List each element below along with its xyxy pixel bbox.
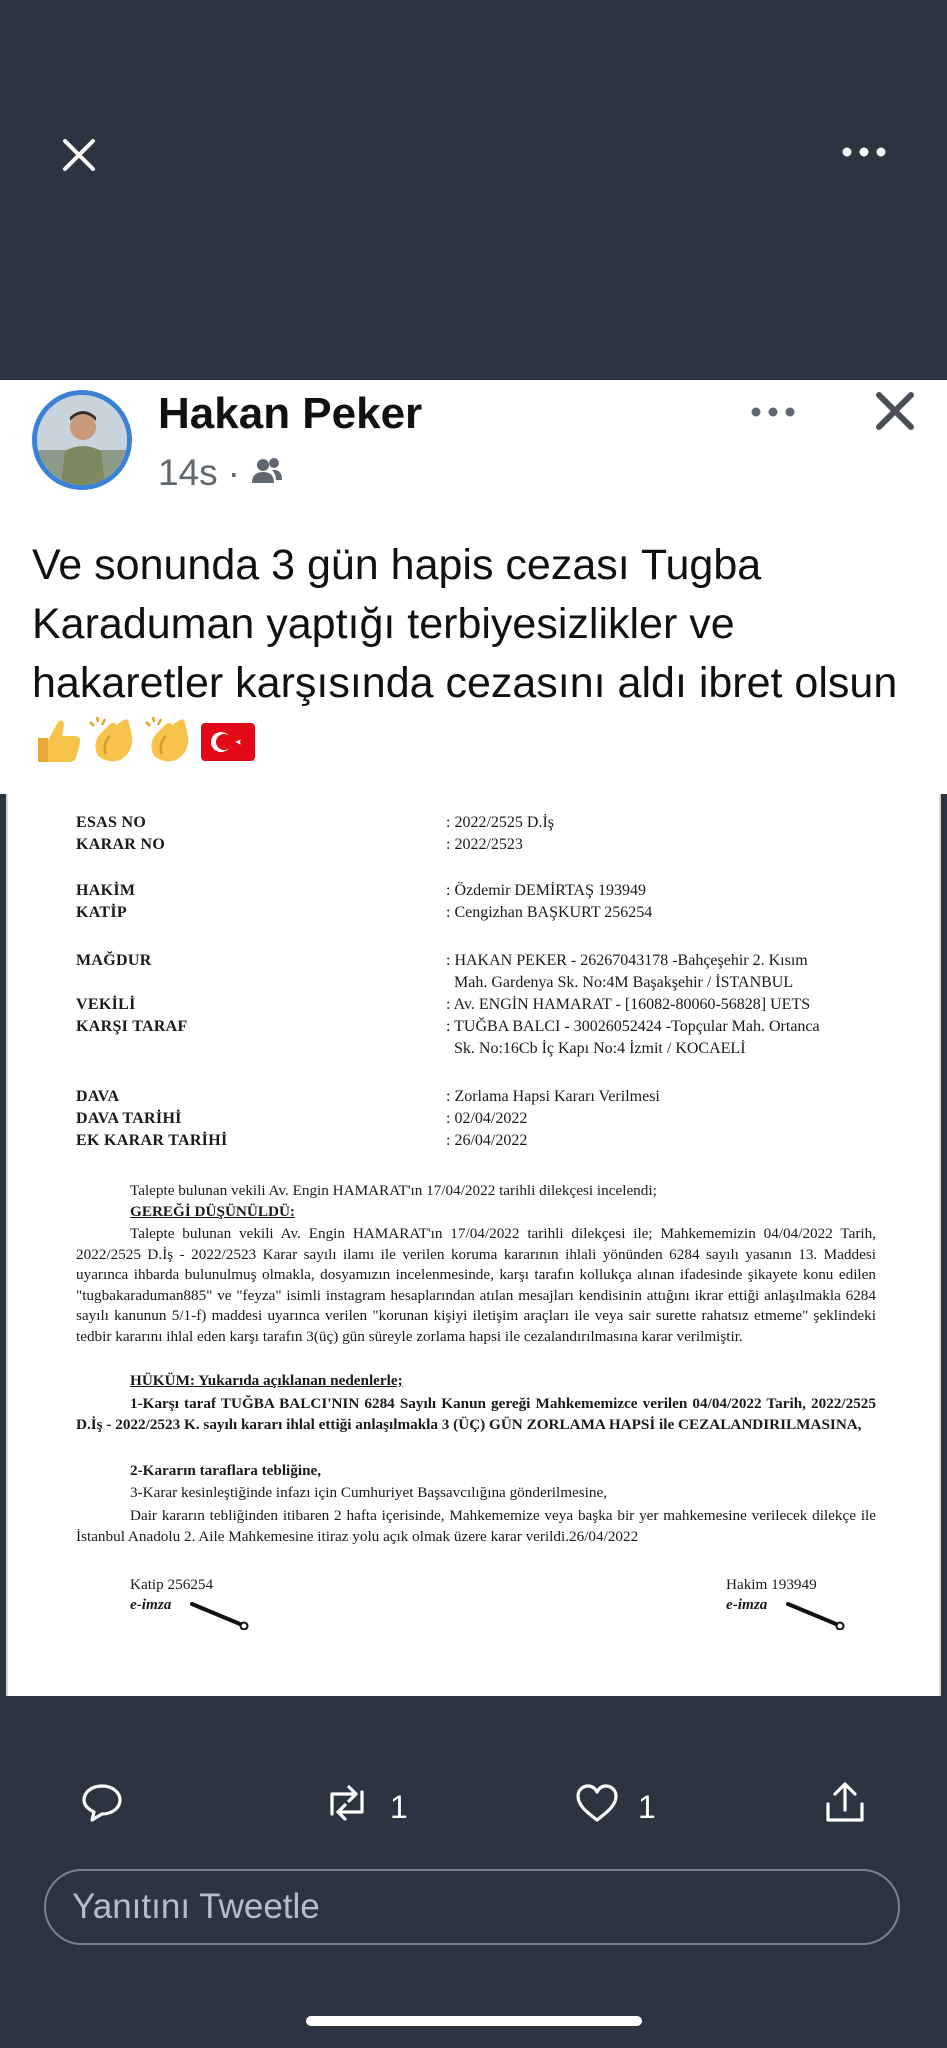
thumbs-up-emoji (32, 716, 82, 764)
reply-input[interactable] (44, 1869, 900, 1945)
signature-right-eimza: e-imza (726, 1596, 768, 1613)
karsi-taraf-label: KARŞI TARAF (76, 1018, 188, 1035)
author-name[interactable]: Hakan Peker (158, 389, 423, 438)
karar-no-value: : 2022/2523 (446, 836, 523, 853)
magdur-label: MAĞDUR (76, 952, 152, 969)
geregi-heading: GEREĞİ DÜŞÜNÜLDÜ: (130, 1203, 295, 1220)
retweet-button[interactable] (322, 1782, 408, 1832)
comment-icon (80, 1782, 124, 1832)
dava-label: DAVA (76, 1088, 120, 1105)
hukum-item-1: 1-Karşı taraf TUĞBA BALCI'NIN 6284 Sayılı Kanun gereği Mahkememizce verilen 04/04/2022 Tarih, 2022/2525 D.İş - 2022/2523 K. sayılı kararı ihlal ettiği anlaşılmakla 3 (ÜÇ) GÜN ZORLAMA HAPSİ ile CEZALANDIRILMASINA, (76, 1395, 876, 1433)
post-time: 14s (158, 452, 218, 493)
pen-icon (784, 1600, 854, 1630)
reply-placeholder: Yanıtını Tweetle (72, 1887, 320, 1926)
post-body: Ve sonunda 3 gün hapis cezası Tugba Karaduman yaptığı terbiyesizlikler ve hakaretler karşısında cezasını aldı ibret olsun (32, 541, 898, 707)
vekili-label: VEKİLİ (76, 996, 136, 1013)
friends-icon (250, 452, 284, 494)
dava-tarihi-label: DAVA TARİHİ (76, 1110, 182, 1127)
esas-no-label: ESAS NO (76, 814, 147, 831)
katip-label: KATİP (76, 904, 127, 921)
ek-karar-tarihi-label: EK KARAR TARİHİ (76, 1132, 228, 1149)
post-meta (158, 452, 284, 494)
post-close-icon[interactable] (872, 388, 918, 434)
karsi-taraf-value-2: Sk. No:16Cb İç Kapı No:4 İzmit / KOCAELİ (454, 1040, 746, 1057)
share-button[interactable] (822, 1780, 868, 1834)
hukum-item-3: 3-Karar kesinleştiğinde infazı için Cumhuriyet Başsavcılığına gönderilmesine, (130, 1484, 608, 1501)
retweet-count: 1 (390, 1788, 408, 1825)
like-count: 1 (638, 1788, 656, 1825)
more-horizontal-icon[interactable] (839, 140, 889, 164)
clapping-hands-emoji (144, 716, 194, 764)
heart-icon (574, 1782, 620, 1832)
signature-right-label: Hakim 193949 (726, 1576, 817, 1593)
court-document-image[interactable] (6, 794, 941, 1696)
karsi-taraf-value-1: : TUĞBA BALCI - 30026052424 -Topçular Mah. Ortanca (446, 1018, 820, 1035)
reply-button[interactable] (80, 1782, 124, 1832)
signature-left-eimza: e-imza (130, 1596, 172, 1613)
body-paragraph: Talepte bulunan vekili Av. Engin HAMARAT'ın 17/04/2022 tarihli dilekçesi ile; Mahkememizin 04/04/2022 Tarih, 2022/2525 D.İş - 2022/2523 Karar sayılı ilamı ile verilen koruma kararının ihlali yönünden 6284 sayılı yasanın 13. Maddesi uyarınca ihbarda bulunulmuş olmakla, dosyamızın incelenmesinde, karşı tarafın kollukça alınan ifadesinde şikayete konu edilen "tugbakaraduman885" ve "feyza" isimli instagram hesaplarından atılan mesajları kendisinin attığını ikrar ettiği anlaşılmakla 6284 sayılı kanunun 5/1-f) maddesi uyarınca verilen "korunan kişiyi iletişim araçları ile veya sair surette rahatsız etmeme" şeklindeki tedbir kararını ihlal eden karşı tarafın 3(üç) gün süreyle zorlama hapsi ile cezalandırılmasına karar verilmiştir. (76, 1225, 876, 1345)
talep-intro: Talepte bulunan vekili Av. Engin HAMARAT'ın 17/04/2022 tarihli dilekçesi incelendi; (130, 1182, 657, 1199)
pen-icon (188, 1600, 258, 1630)
post-options-icon[interactable] (748, 400, 798, 424)
katip-value: : Cengizhan BAŞKURT 256254 (446, 904, 653, 921)
viewer-header (0, 0, 947, 380)
dava-value: : Zorlama Hapsi Kararı Verilmesi (446, 1088, 660, 1105)
like-button[interactable] (574, 1782, 656, 1832)
magdur-value-1: : HAKAN PEKER - 26267043178 -Bahçeşehir 2. Kısım (446, 952, 808, 969)
share-icon (822, 1780, 868, 1834)
hukum-item-2: 2-Kararın taraflara tebliğine, (130, 1462, 322, 1479)
karar-no-label: KARAR NO (76, 836, 166, 853)
retweet-icon (322, 1782, 372, 1832)
dava-tarihi-value: : 02/04/2022 (446, 1110, 528, 1127)
esas-no-value: : 2022/2525 D.İş (446, 814, 554, 831)
signature-left-label: Katip 256254 (130, 1576, 214, 1593)
post-text (32, 536, 912, 772)
meta-separator: · (227, 452, 240, 493)
clapping-hands-emoji (88, 716, 138, 764)
hakim-value: : Özdemir DEMİRTAŞ 193949 (446, 882, 646, 899)
avatar[interactable] (32, 390, 132, 490)
hukum-heading: HÜKÜM: Yukarıda açıklanan nedenlerle; (130, 1372, 403, 1389)
hakim-label: HAKİM (76, 882, 136, 899)
vekili-value: : Av. ENGİN HAMARAT - [16082-80060-56828] UETS (446, 996, 811, 1013)
closing-paragraph: Dair kararın tebliğinden itibaren 2 hafta içerisinde, Mahkememize veya başka bir yer mahkemesine verilecek dilekçe ile İstanbul Anadolu 2. Aile Mahkemesine itiraz yolu açık olmak üzere karar verildi.26/04/2022 (76, 1507, 876, 1545)
close-icon[interactable] (56, 132, 102, 178)
home-indicator[interactable] (306, 2016, 642, 2026)
turkish-flag-emoji (200, 720, 250, 768)
magdur-value-2: Mah. Gardenya Sk. No:4M Başakşehir / İSTANBUL (454, 974, 794, 991)
ek-karar-tarihi-value: : 26/04/2022 (446, 1132, 528, 1149)
